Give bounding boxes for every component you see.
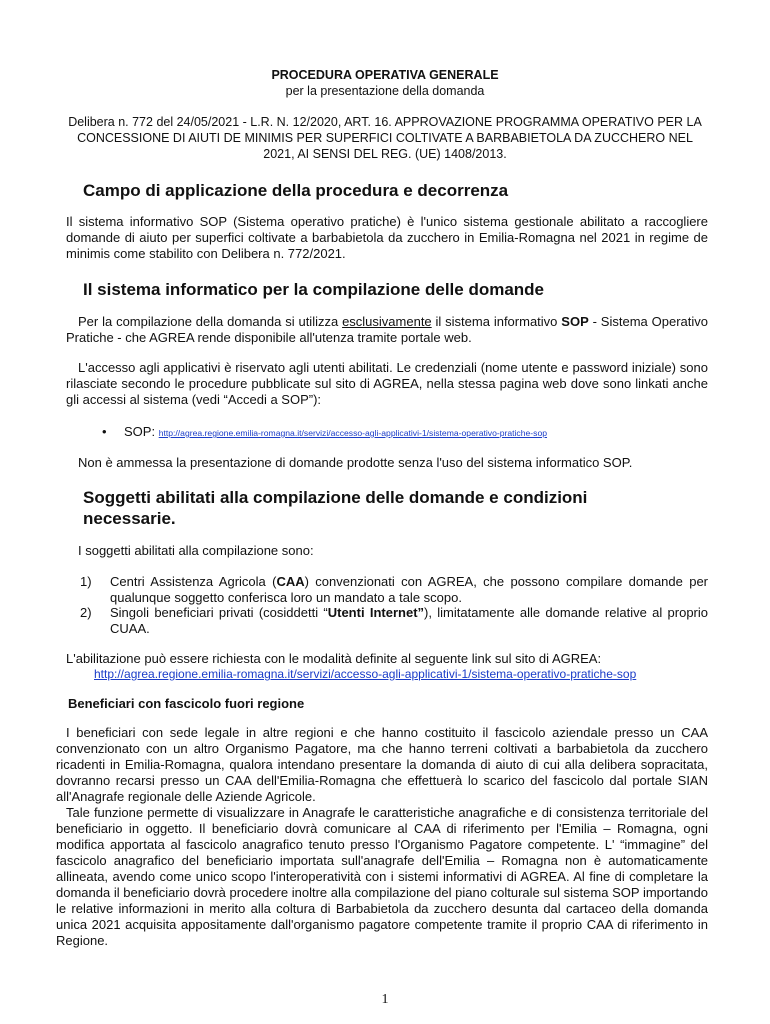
document-subtitle: per la presentazione della domanda [285, 84, 485, 98]
page-number: 1 [381, 992, 389, 1007]
fuori-regione-paragraph-2: Tale funzione permette di visualizzare in Anagrafe le caratteristiche anagrafiche e di consistenza territoriale del beneficiario in oggetto. Il beneficiario dovrà comunicare al CAA di riferimento per l'Emilia – Romagna, ogni modifica apportata al fascicolo anagrafico tenuto presso l'Organismo Pagatore competente. L' “immagine” del fascicolo anagrafico del beneficiario importata sull'anagrafe dell'Emilia – Romagna non è automaticamente allineata, avendo come unico scopo l'interoperatività con i sistemi informativi di AGREA. Al fine di completare la domanda il beneficiario dovrà procedere inoltre alla compilazione del piano colturale sul sistema SOP importando le relative informazioni in merito alla coltura di Barbabietola da zucchero desunta dal cartaceo della domanda unica 2021 acquisita appositamente dall'organismo pagatore competente tramite il proprio CAA di riferimento in Regione. [56, 805, 708, 948]
list-item-caa [80, 574, 708, 608]
sop-access-link[interactable]: http://agrea.regione.emilia-romagna.it/servizi/accesso-agli-applicativi-1/sistema-operativo-pratiche-sop [158, 428, 548, 438]
emphasis-esclusivamente: esclusivamente [342, 314, 432, 329]
sop-bullet [102, 424, 722, 439]
list-item-text: Centri Assistenza Agricola (CAA) convenzionati con AGREA, che possono compilare domande per qualunque soggetto conferisca loro un mandato a tale scopo. [110, 574, 709, 605]
bullet-dot-icon: • [102, 424, 107, 439]
list-item-text: Singoli beneficiari privati (cosiddetti “Utenti Internet”), limitatamente alle domande relative al proprio CUAA. [110, 605, 708, 636]
abilitazione-link[interactable]: http://agrea.regione.emilia-romagna.it/servizi/accesso-agli-applicativi-1/sistema-operativo-pratiche-sop [94, 667, 637, 681]
list-item-number: 1) [80, 574, 92, 589]
document-title: PROCEDURA OPERATIVA GENERALE [271, 68, 499, 82]
list-item-utenti-internet [80, 605, 708, 639]
list-item-number: 2) [80, 605, 92, 620]
emphasis-sop: SOP [561, 314, 589, 329]
fuori-regione-paragraph-1: I beneficiari con sede legale in altre regioni e che hanno costituito il fascicolo aziendale presso un CAA convenzionato con un altro Organismo Pagatore, ma che hanno terreni coltivati a barbabietola da zucchero ricadenti in Emilia-Romagna, qualora intendano presentare la domanda di aiuto di cui alla delibera sopracitata, dovranno recarsi presso un CAA dell'Emilia-Romagna che effettuerà lo scarico del fascicolo dal portale SIAN all'Anagrafe regionale delle Aziende Agricole. [56, 725, 708, 804]
soggetti-intro: I soggetti abilitati alla compilazione sono: [78, 543, 314, 558]
sistema-paragraph-2: L'accesso agli applicativi è riservato agli utenti abilitati. Le credenziali (nome utente e password iniziale) sono rilasciate secondo le procedure pubblicate sul sito di AGREA, nella stessa pagina web dove sono linkati anche gli accessi al sistema (vedi “Accedi a SOP”): [66, 360, 708, 407]
sistema-paragraph-3: Non è ammessa la presentazione di domande prodotte senza l'uso del sistema informatico SOP. [78, 455, 633, 470]
section-heading-campo: Campo di applicazione della procedura e decorrenza [83, 181, 509, 200]
delibera-reference: Delibera n. 772 del 24/05/2021 - L.R. N. 12/2020, ART. 16. APPROVAZIONE PROGRAMMA OPERATIVO PER LA CONCESSIONE DI AIUTI DE MINIMIS PER SUPERFICI COLTIVATE A BARBABIETOLA DA ZUCCHERO NEL 2021, AI SENSI DEL REG. (UE) 1408/2013. [68, 115, 702, 161]
section-heading-sistema: Il sistema informatico per la compilazione delle domande [83, 280, 545, 299]
section-campo-paragraph: Il sistema informativo SOP (Sistema operativo pratiche) è l'unico sistema gestionale abilitato a raccogliere domande di aiuto per superfici coltivate a barbabietola da zucchero in Emilia-Romagna nel 2021 in regime de minimis come stabilito con Delibera n. 772/2021. [66, 214, 708, 261]
sop-bullet-label: SOP: [124, 424, 159, 439]
section-heading-fuori-regione: Beneficiari con fascicolo fuori regione [68, 696, 305, 711]
abilitazione-paragraph: L'abilitazione può essere richiesta con le modalità definite al seguente link sul sito di AGREA: [66, 651, 602, 666]
sistema-paragraph-1: Per la compilazione della domanda si utilizza esclusivamente il sistema informativo SOP - Sistema Operativo Pratiche - che AGREA rende disponibile all'utenza tramite portale web. [66, 314, 708, 345]
section-heading-soggetti: Soggetti abilitati alla compilazione delle domande e condizioni necessarie. [83, 488, 588, 528]
